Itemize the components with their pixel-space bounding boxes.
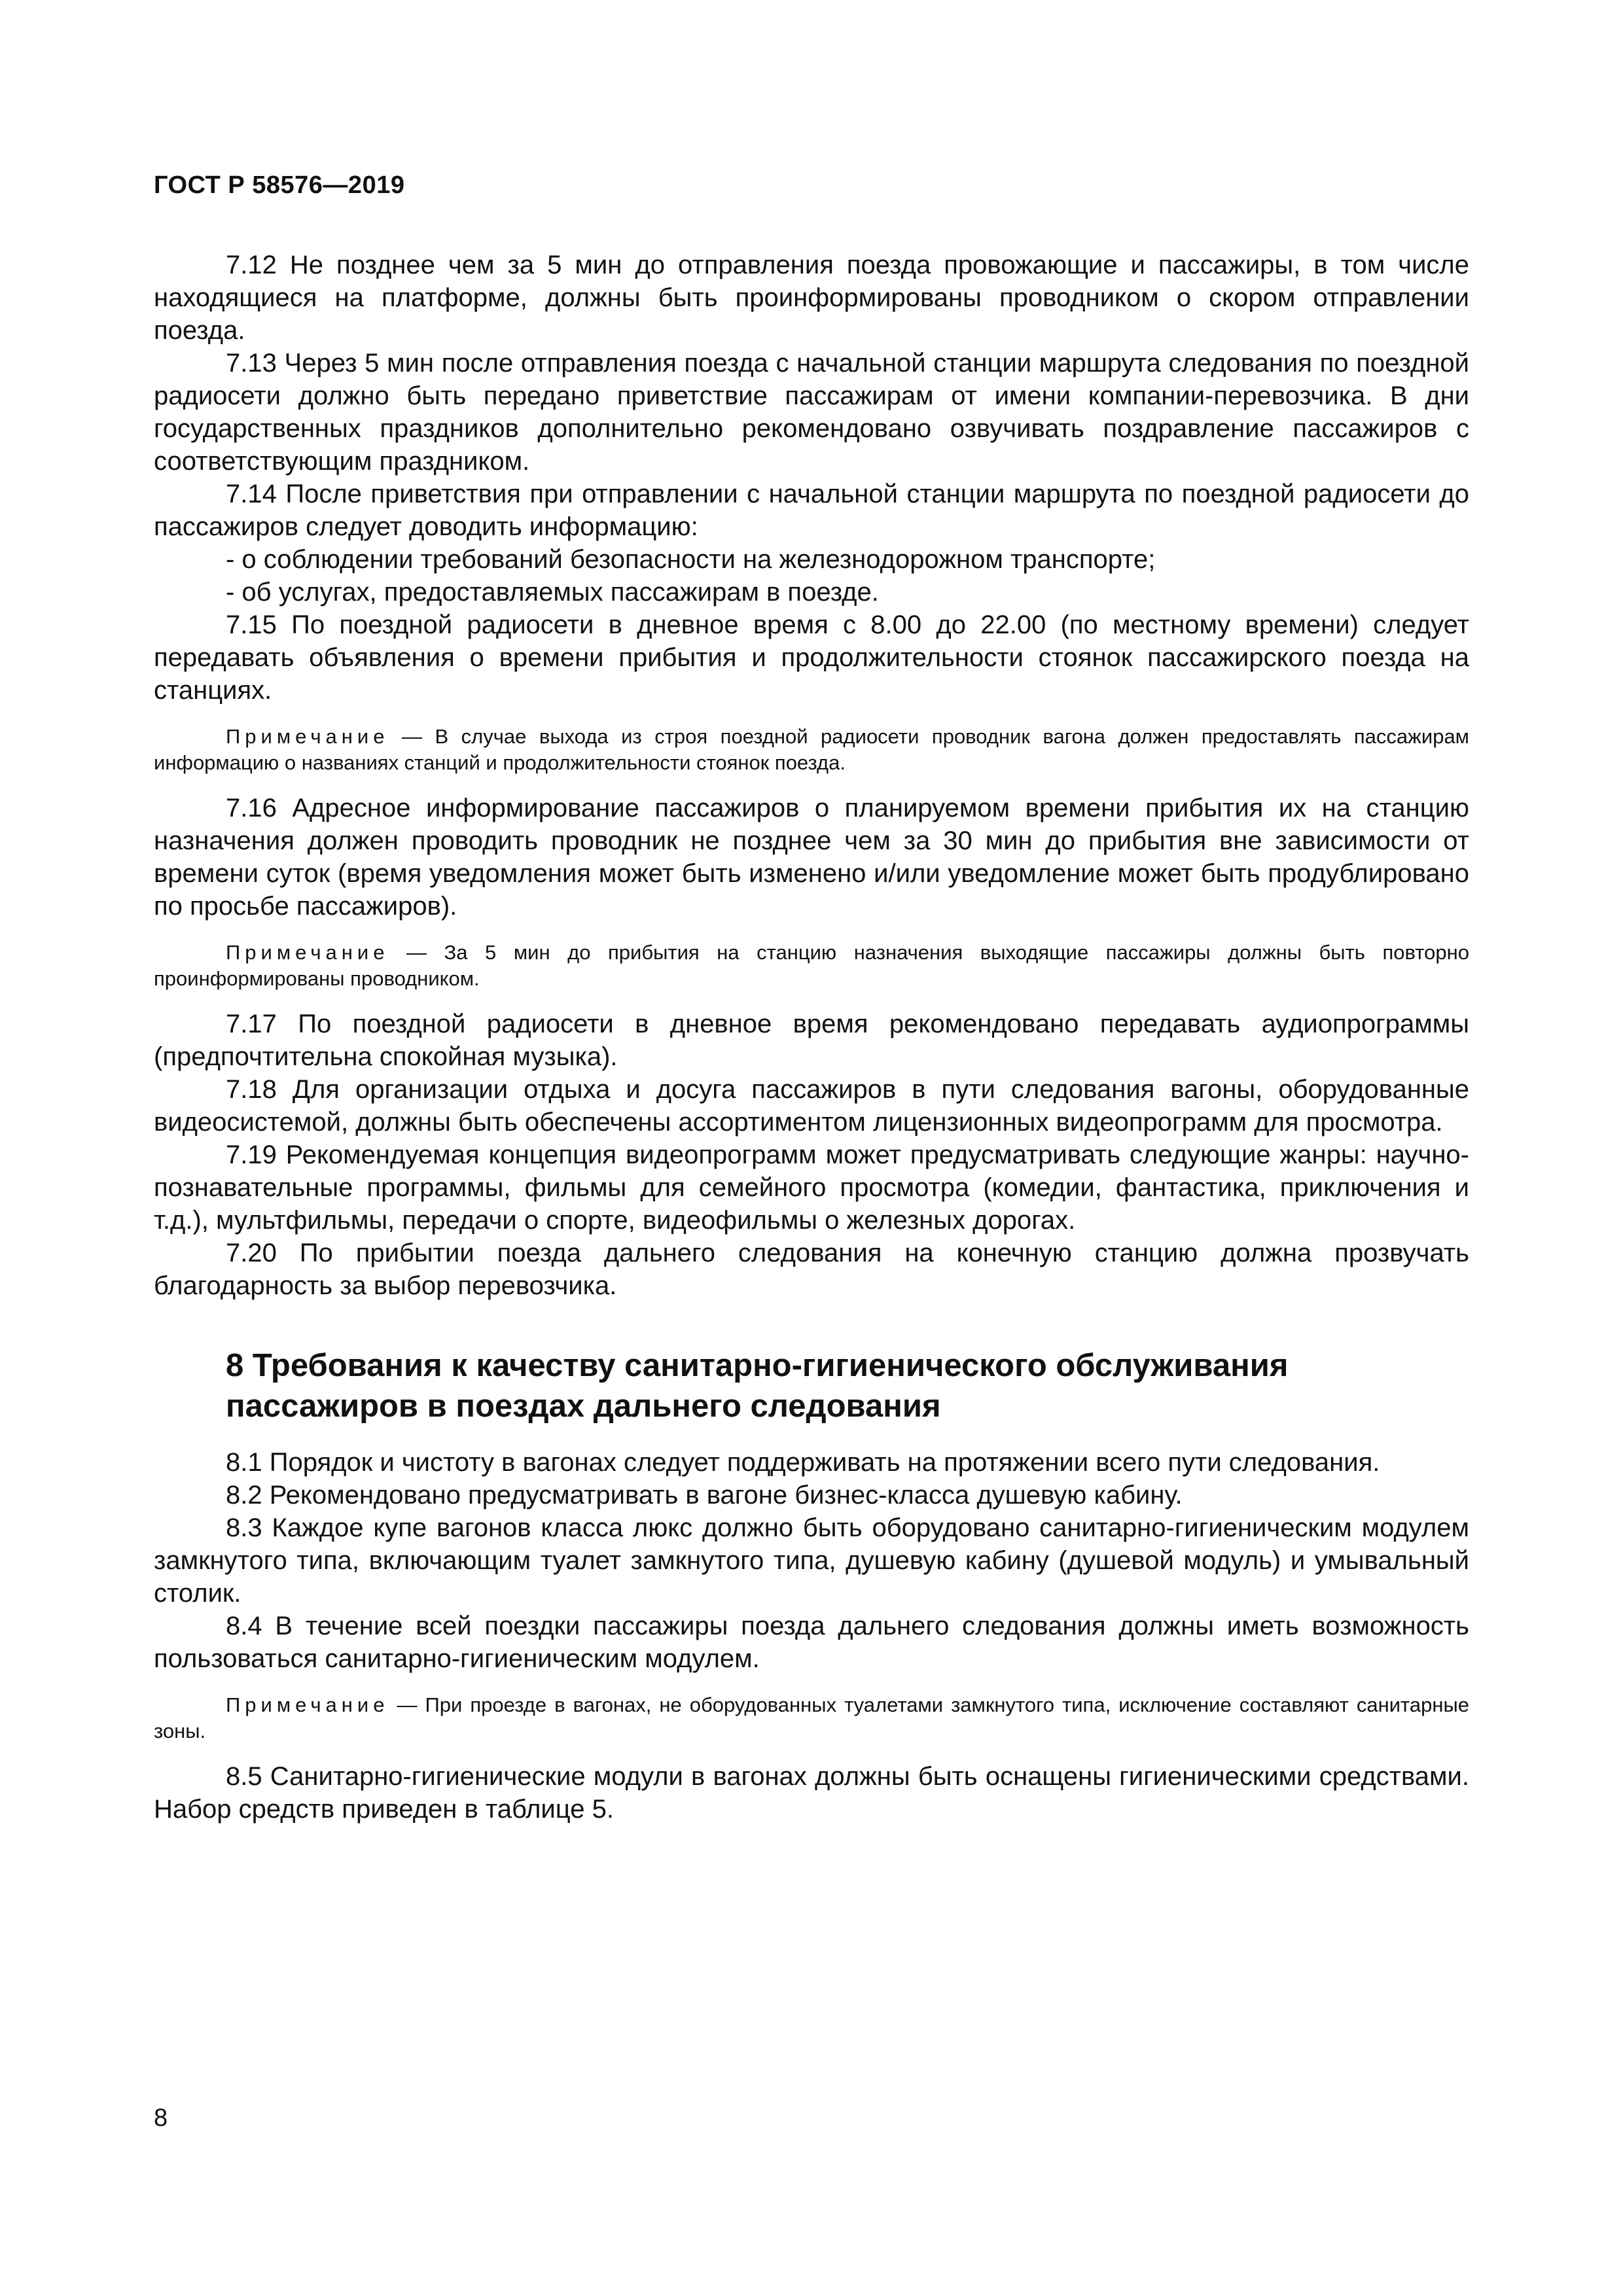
clause-7-15: 7.15 По поездной радиосети в дневное время с 8.00 до 22.00 (по местному времени) следует передавать объявления о времени прибытия и продолжительности стоянок пассажирского поезда на станциях. <box>154 610 1469 705</box>
clause-7-16: 7.16 Адресное информирование пассажиров о планируемом времени прибытия их на станцию назначения должен проводить проводник не позднее чем за 30 мин до прибытия вне зависимости от времени суток (время уведомления может быть изменено и/или уведомление может быть продублировано по просьбе пассажиров). <box>154 794 1469 921</box>
section-8-title: 8 Требования к качеству санитарно-гигиенического обслуживания пассажиров в поездах дальнего следования <box>226 1348 1289 1424</box>
note-text: — При проезде в вагонах, не оборудованных туалетами замкнутого типа, исключение составляют санитарные зоны. <box>154 1693 1469 1742</box>
clause-8-2: 8.2 Рекомендовано предусматривать в вагоне бизнес-класса душевую кабину. <box>226 1481 1183 1510</box>
list-item: - об услугах, предоставляемых пассажирам в поезде. <box>226 578 879 607</box>
clause-7-18: 7.18 Для организации отдыха и досуга пассажиров в пути следования вагоны, оборудованные видеосистемой, должны быть обеспечены ассортиментом лицензионных видеопрограмм для просмотра. <box>154 1075 1469 1137</box>
clause-7-13: 7.13 Через 5 мин после отправления поезда с начальной станции маршрута следования по поездной радиосети должно быть передано приветствие пассажирам от имени компании-перевозчика. В дни государственных праздников дополнительно рекомендовано озвучивать поздравление пассажиров с соответствующим праздником. <box>154 349 1469 476</box>
note-label: Примечание <box>226 1693 389 1716</box>
clause-8-4: 8.4 В течение всей поездки пассажиры поезда дальнего следования должны иметь возможность пользоваться санитарно-гигиеническим модулем. <box>154 1612 1469 1673</box>
clause-7-19: 7.19 Рекомендуемая концепция видеопрограмм может предусматривать следующие жанры: научно-познавательные программы, фильмы для семейного просмотра (комедии, фантастика, приключения и т.д.), мультфильмы, передачи о спорте, видеофильмы о железных дорогах. <box>154 1140 1469 1235</box>
page-number: 8 <box>154 2104 168 2132</box>
document-body <box>154 249 1469 1826</box>
note-text: — В случае выхода из строя поездной радиосети проводник вагона должен предоставлять пассажирам информацию о названиях станций и продолжительности стоянок поезда. <box>154 725 1469 774</box>
document-header: ГОСТ Р 58576—2019 <box>154 171 405 199</box>
clause-8-3: 8.3 Каждое купе вагонов класса люкс должно быть оборудовано санитарно-гигиеническим модулем замкнутого типа, включающим туалет замкнутого типа, душевую кабину (душевой модуль) и умывальный столик. <box>154 1513 1469 1608</box>
note-7-16 <box>154 940 1469 992</box>
clause-8-1: 8.1 Порядок и чистоту в вагонах следует поддерживать на протяжении всего пути следования. <box>226 1448 1380 1477</box>
note-label: Примечание <box>226 725 389 748</box>
note-8-4 <box>154 1692 1469 1744</box>
clause-7-20: 7.20 По прибытии поезда дальнего следования на конечную станцию должна прозвучать благодарность за выбор перевозчика. <box>154 1239 1469 1300</box>
clause-7-17: 7.17 По поездной радиосети в дневное время рекомендовано передавать аудиопрограммы (предпочтительна спокойная музыка). <box>154 1010 1469 1071</box>
note-text: — За 5 мин до прибытия на станцию назначения выходящие пассажиры должны быть повторно проинформированы проводником. <box>154 941 1469 990</box>
clause-7-12: 7.12 Не позднее чем за 5 мин до отправления поезда провожающие и пассажиры, в том числе находящиеся на платформе, должны быть проинформированы проводником о скором отправлении поезда. <box>154 251 1469 345</box>
clause-7-14: 7.14 После приветствия при отправлении с начальной станции маршрута по поездной радиосети до пассажиров следует доводить информацию: <box>154 480 1469 541</box>
clause-8-5: 8.5 Санитарно-гигиенические модули в вагонах должны быть оснащены гигиеническими средствами. Набор средств приведен в таблице 5. <box>154 1762 1469 1824</box>
note-label: Примечание <box>226 941 389 964</box>
note-7-15 <box>154 724 1469 776</box>
list-item: - о соблюдении требований безопасности на железнодорожном транспорте; <box>226 545 1156 574</box>
